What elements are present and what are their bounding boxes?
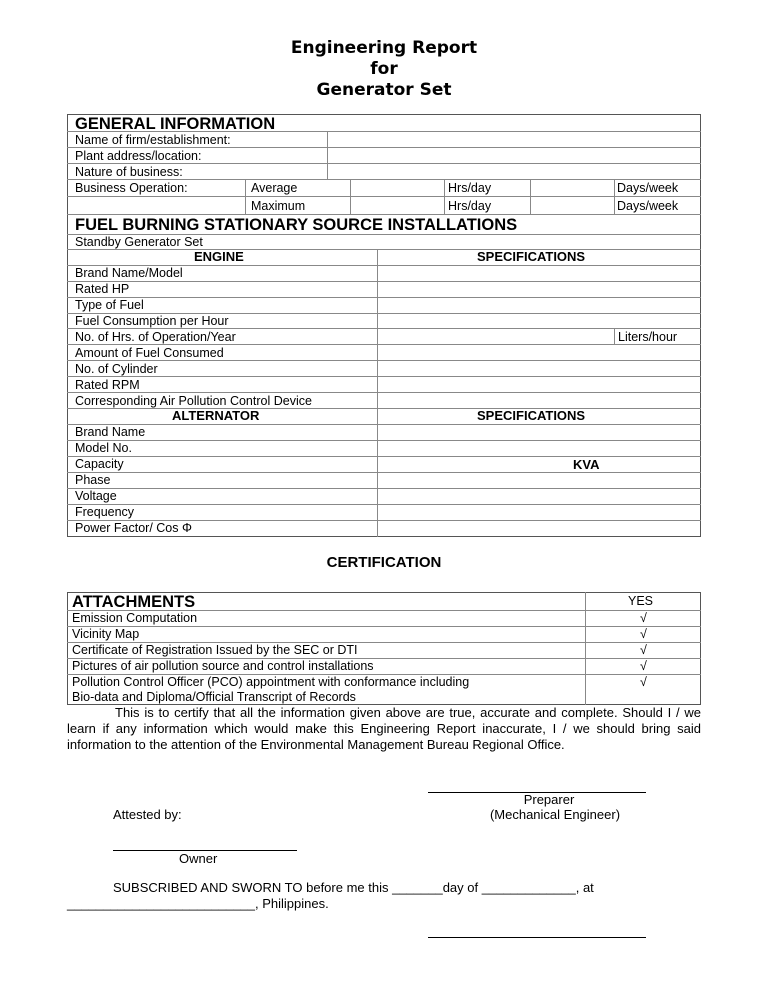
- check-mark-icon: √: [640, 675, 647, 689]
- check-mark-icon: √: [640, 643, 647, 657]
- average-label: Average: [251, 181, 298, 195]
- engine-row-brand: Brand Name/Model: [75, 266, 183, 280]
- alternator-row-voltage: Voltage: [75, 489, 117, 503]
- report-title-line1: Engineering Report: [290, 38, 478, 58]
- fuel-burning-heading: FUEL BURNING STATIONARY SOURCE INSTALLATIONS: [75, 216, 518, 234]
- engine-row-rated-hp: Rated HP: [75, 282, 130, 296]
- general-info-heading: GENERAL INFORMATION: [75, 115, 276, 133]
- preparer-role-label: (Mechanical Engineer): [489, 807, 621, 822]
- alternator-specifications-heading: SPECIFICATIONS: [477, 408, 586, 423]
- attested-by-label: Attested by:: [113, 807, 182, 822]
- alternator-row-power-factor: Power Factor/ Cos Φ: [75, 521, 192, 535]
- attachment-pictures: Pictures of air pollution source and control installations: [72, 659, 374, 673]
- check-mark-icon: √: [640, 659, 647, 673]
- preparer-label: Preparer: [523, 792, 575, 807]
- alternator-row-model: Model No.: [75, 441, 132, 455]
- attachment-emission: Emission Computation: [72, 611, 198, 625]
- firm-name-label: Name of firm/establishment:: [75, 133, 231, 147]
- engine-heading: ENGINE: [194, 249, 244, 264]
- engine-row-control-device: Corresponding Air Pollution Control Device: [75, 394, 312, 408]
- max-hrs-day-label: Hrs/day: [448, 199, 492, 213]
- oath-line1: SUBSCRIBED AND SWORN TO before me this _______day of _____________, at: [113, 880, 594, 895]
- kva-label: KVA: [573, 457, 600, 472]
- plant-address-label: Plant address/location:: [75, 149, 202, 163]
- report-title-line3: Generator Set: [316, 80, 452, 100]
- engine-row-hrs-operation: No. of Hrs. of Operation/Year: [75, 330, 236, 344]
- notary-signature-line: [428, 937, 646, 938]
- avg-hrs-day-label: Hrs/day: [448, 181, 492, 195]
- avg-days-week-label: Days/week: [617, 181, 679, 195]
- maximum-label: Maximum: [251, 199, 306, 213]
- alternator-row-brand: Brand Name: [75, 425, 146, 439]
- engine-specifications-heading: SPECIFICATIONS: [477, 249, 586, 264]
- alternator-row-phase: Phase: [75, 473, 111, 487]
- attachment-pco-line2: Bio-data and Diploma/Official Transcript of Records: [72, 690, 356, 704]
- certification-statement: This is to certify that all the information given above are true, accurate and complete. Should I / we learn if any information which would make this Engineering Report inaccurate, I / we should bring said information to the attention of the Environmental Management Bureau Regional Office.: [67, 705, 701, 752]
- nature-business-label: Nature of business:: [75, 165, 183, 179]
- yes-column-header: YES: [628, 594, 654, 608]
- attachment-sec-dti: Certificate of Registration Issued by the SEC or DTI: [72, 643, 358, 657]
- certification-heading: CERTIFICATION: [326, 554, 442, 571]
- oath-line2: __________________________, Philippines.: [67, 896, 329, 911]
- check-mark-icon: √: [640, 627, 647, 641]
- liters-hour-label: Liters/hour: [618, 330, 678, 344]
- alternator-row-capacity: Capacity: [75, 457, 124, 471]
- engine-row-fuel-consumed: Amount of Fuel Consumed: [75, 346, 224, 360]
- attachment-pco-line1: Pollution Control Officer (PCO) appointment with conformance including: [72, 675, 470, 689]
- engine-row-rated-rpm: Rated RPM: [75, 378, 140, 392]
- max-days-week-label: Days/week: [617, 199, 679, 213]
- check-mark-icon: √: [640, 611, 647, 625]
- alternator-row-frequency: Frequency: [75, 505, 135, 519]
- engine-row-fuel-consumption: Fuel Consumption per Hour: [75, 314, 229, 328]
- engine-row-fuel-type: Type of Fuel: [75, 298, 144, 312]
- owner-label: Owner: [179, 851, 218, 866]
- attachments-heading: ATTACHMENTS: [72, 593, 196, 611]
- business-operation-label: Business Operation:: [75, 181, 188, 195]
- alternator-heading: ALTERNATOR: [172, 408, 260, 423]
- report-title-line2: for: [370, 59, 398, 79]
- standby-generator-label: Standby Generator Set: [75, 235, 203, 249]
- attachment-vicinity-map: Vicinity Map: [72, 627, 140, 641]
- engine-row-cylinders: No. of Cylinder: [75, 362, 158, 376]
